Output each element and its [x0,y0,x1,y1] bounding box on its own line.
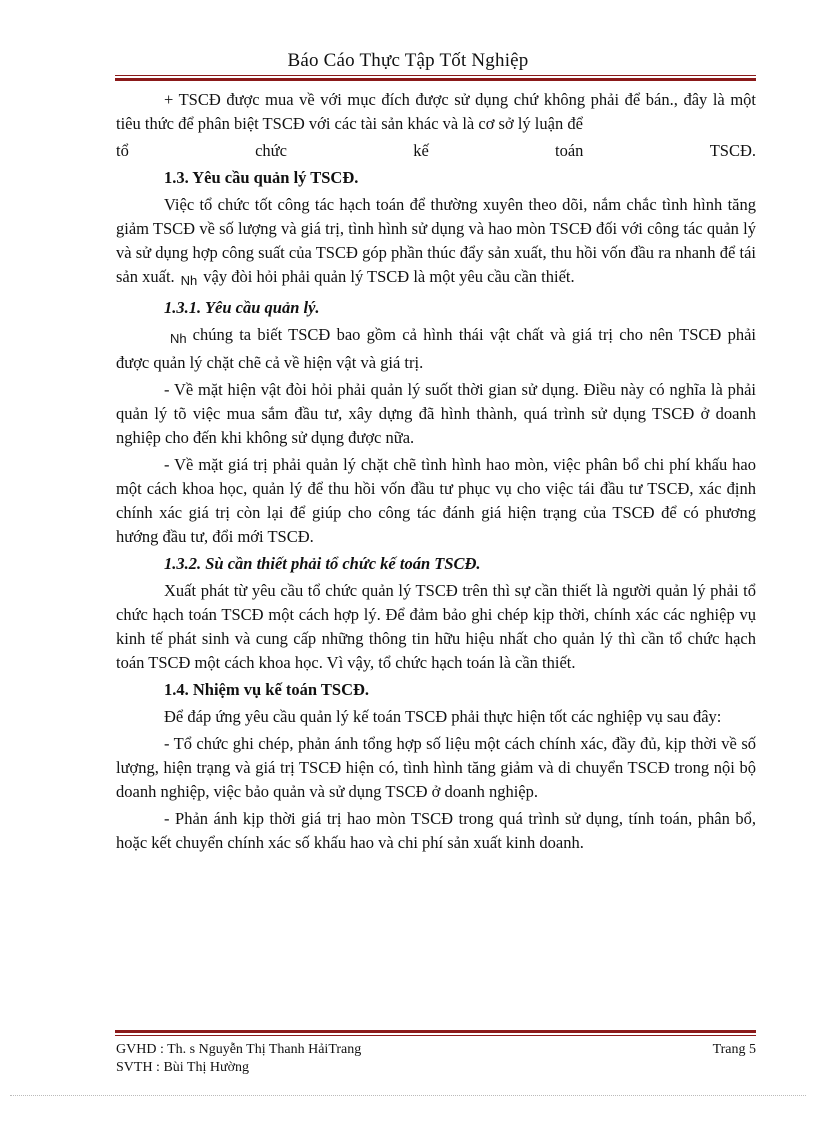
word: chức [255,141,287,160]
paragraph-1: + TSCĐ được mua về với mục đích được sử dụng chứ không phải để bán., đây là một tiêu thức để phân biệt TSCĐ với các tài sản khác và là cơ sở lý luận để [116,90,756,133]
page-edge-dotted-line [10,1095,806,1096]
paragraph-8: - Tổ chức ghi chép, phản ánh tổng hợp số liệu một cách chính xác, đầy đủ, kịp thời về số lượng, hiện trạng và giá trị TSCĐ hiện có, tình hình tăng giảm và di chuyển TSCĐ trong nội bộ doanh nghiệp, việc bảo quản và sử dụng TSCĐ ở doanh nghiệp. [116,734,756,801]
heading-1-3-2: 1.3.2. Sù cần thiết phải tổ chức kế toán TSCĐ. [164,554,481,573]
header-rule-thick [115,78,756,81]
footer-page-number: Trang 5 [712,1042,756,1057]
paragraph-2-text-end: vậy đòi hỏi phải quản lý TSCĐ là một yêu cầu cần thiết. [203,267,575,286]
footer-gvhd: GVHD : Th. s Nguyễn Thị Thanh HảiTrang [116,1042,362,1057]
word: tổ [116,141,129,160]
document-body [116,88,756,858]
paragraph-2-nh: Nh [180,273,198,288]
paragraph-9: - Phản ánh kịp thời giá trị hao mòn TSCĐ trong quá trình sử dụng, tính toán, phân bổ, hoặc kết chuyển chính xác số khấu hao và chi phí sản xuất kinh doanh. [116,809,756,852]
word: toán [555,141,584,160]
paragraph-7: Để đáp ứng yêu cầu quản lý kế toán TSCĐ phải thực hiện tốt các nghiệp vụ sau đây: [164,707,722,726]
footer-rule-bottom [115,1035,756,1036]
page-header-title: Báo Cáo Thực Tập Tốt Nghiệp [287,50,529,71]
word: kế [413,141,429,160]
paragraph-2 [116,193,756,293]
footer-row-1 [116,1041,756,1059]
heading-1-3-1: 1.3.1. Yêu cầu quản lý. [164,298,320,317]
paragraph-5: - Về mặt giá trị phải quản lý chặt chẽ tình hình hao mòn, việc phân bổ chi phí khấu hao một cách khoa học, quản lý để thu hồi vốn đầu tư phục vụ cho việc tái đầu tư TSCĐ, xác định chính xác giá trị còn lại để giúp cho công tác đánh giá hiện trạng của TSCĐ để có phương hướng đầu tư, đổi mới TSCĐ. [116,455,756,546]
paragraph-1-last-line [116,139,756,163]
paragraph-2-text: Việc tổ chức tốt công tác hạch toán để thường xuyên theo dõi, nắm chắc tình hình tăng giảm TSCĐ về số lượng và giá trị, tình hình sử dụng và hao mòn TSCĐ đối với công tác quản lý và sử dụng hợp công suất của TSCĐ góp phần thúc đẩy sản xuất, thu hồi vốn đầu ra nhanh để tái sản xuất. [116,195,756,286]
paragraph-4: - Về mặt hiện vật đòi hỏi phải quản lý suốt thời gian sử dụng. Điều này có nghĩa là phải quản lý tõ việc mua sắm đầu tư, xây dựng đã hình thành, quá trình sử dụng TSCĐ ở doanh nghiệp cho đến khi không sử dụng được nữa. [116,380,756,447]
paragraph-3-text: chúng ta biết TSCĐ bao gồm cả hình thái vật chất và giá trị cho nên TSCĐ phải được quản lý chặt chẽ cả về hiện vật và giá trị. [116,325,756,372]
paragraph-3 [116,323,756,375]
paragraph-6: Xuất phát từ yêu cầu tổ chức quản lý TSCĐ trên thì sự cần thiết là người quản lý phải tổ chức hạch toán TSCĐ một cách hợp lý. Để đảm bảo ghi chép kịp thời, chính xác các nghiệp vụ kinh tế phát sinh và cung cấp những thông tin hữu hiệu nhất cho quản lý thì cần tổ chức hạch toán TSCĐ một cách khoa học. Vì vậy, tổ chức hạch toán là cần thiết. [116,581,756,672]
footer-rule-thick [115,1030,756,1033]
paragraph-3-nh: Nh [170,331,187,346]
page-footer [116,1041,756,1077]
heading-1-4: 1.4. Nhiệm vụ kế toán TSCĐ. [164,680,370,699]
word: TSCĐ. [709,141,756,160]
footer-svth: SVTH : Bùi Thị Hường [116,1060,249,1075]
heading-1-3: 1.3. Yêu cầu quản lý TSCĐ. [164,168,359,187]
header-rule-top [115,75,756,76]
